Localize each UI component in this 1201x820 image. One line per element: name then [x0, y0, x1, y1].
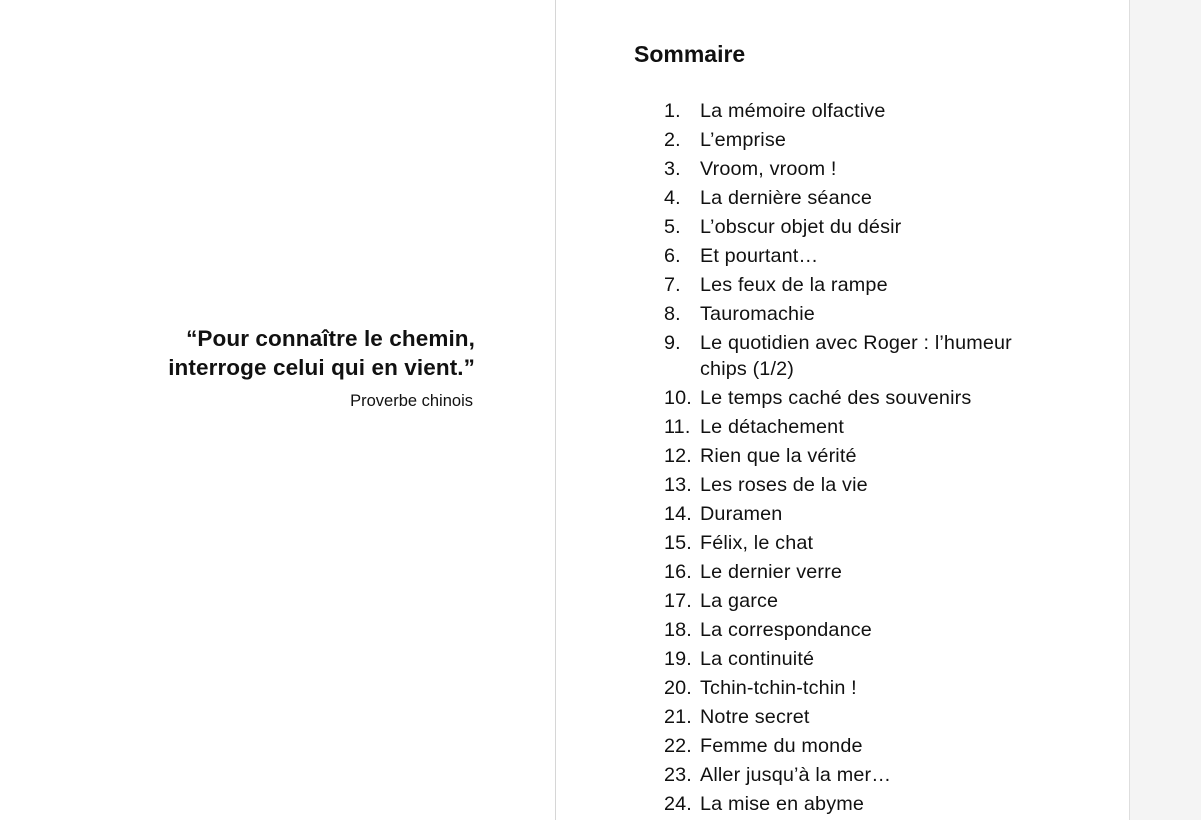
toc-item-title: L’obscur objet du désir	[700, 216, 902, 238]
toc-item-number: 7.	[664, 274, 681, 296]
toc-item-title: La mémoire olfactive	[700, 100, 886, 122]
page-left	[0, 0, 555, 820]
toc-item-title: Félix, le chat	[700, 532, 814, 554]
toc-item-number: 20.	[664, 677, 692, 699]
toc-item[interactable]	[664, 500, 1064, 529]
toc-item[interactable]	[664, 674, 1064, 703]
toc-item[interactable]	[664, 558, 1064, 587]
toc-item[interactable]	[664, 616, 1064, 645]
toc-item-title: Les roses de la vie	[700, 474, 868, 496]
toc-item[interactable]	[664, 732, 1064, 761]
toc-item[interactable]	[664, 126, 1064, 155]
toc-item[interactable]	[664, 271, 1064, 300]
toc-item-title: Femme du monde	[700, 735, 863, 757]
toc-item-title: Duramen	[700, 503, 783, 525]
toc-item-title: Le temps caché des souvenirs	[700, 387, 972, 409]
toc-item[interactable]	[664, 471, 1064, 500]
toc-item-title: Les feux de la rampe	[700, 274, 888, 296]
toc-item-title: Le détachement	[700, 416, 844, 438]
toc-item-number: 14.	[664, 503, 692, 525]
toc-item-number: 16.	[664, 561, 692, 583]
toc-item-title: La continuité	[700, 648, 815, 670]
epigraph-quote: “Pour connaître le chemin, interroge celui qui en vient.”	[168, 326, 475, 380]
toc-item-number: 1.	[664, 100, 681, 122]
toc-item-number: 11.	[664, 416, 691, 438]
page-right	[556, 0, 1129, 820]
toc-item-number: 5.	[664, 216, 681, 238]
toc-item[interactable]	[664, 529, 1064, 558]
toc-item-title: Tauromachie	[700, 303, 815, 325]
toc-item[interactable]	[664, 184, 1064, 213]
toc-item-title: Notre secret	[700, 706, 810, 728]
toc-item-number: 4.	[664, 187, 681, 209]
toc-item[interactable]	[664, 703, 1064, 732]
toc-item[interactable]	[664, 97, 1064, 126]
side-gutter	[1129, 0, 1201, 820]
toc-list	[664, 97, 1064, 819]
toc-item-title: Et pourtant…	[700, 245, 819, 267]
toc-item[interactable]	[664, 645, 1064, 674]
toc-item[interactable]	[664, 413, 1064, 442]
toc-item[interactable]	[664, 761, 1064, 790]
toc-item-title: La correspondance	[700, 619, 872, 641]
toc-item[interactable]	[664, 242, 1064, 271]
toc-item[interactable]	[664, 300, 1064, 329]
toc-item[interactable]	[664, 790, 1064, 819]
toc-item-title: Rien que la vérité	[700, 445, 857, 467]
toc-item-title: Vroom, vroom !	[700, 158, 837, 180]
toc-item-number: 17.	[664, 590, 692, 612]
toc-item-number: 24.	[664, 793, 692, 815]
toc-item-title: L’emprise	[700, 129, 787, 151]
toc-item-number: 21.	[664, 706, 692, 728]
toc-item[interactable]	[664, 384, 1064, 413]
toc-item[interactable]	[664, 329, 1064, 384]
toc-item-number: 23.	[664, 764, 692, 786]
toc-item-number: 15.	[664, 532, 692, 554]
epigraph	[55, 324, 475, 412]
toc-item-number: 18.	[664, 619, 692, 641]
toc-item[interactable]	[664, 155, 1064, 184]
toc-item-title: La mise en abyme	[700, 793, 865, 815]
toc-item-number: 9.	[664, 332, 681, 354]
toc-item-title: Le quotidien avec Roger : l’humeur chips (1/2)	[700, 332, 1012, 380]
toc-title: Sommaire	[634, 41, 746, 67]
toc-item-number: 12.	[664, 445, 692, 467]
toc-item-title: Aller jusqu’à la mer…	[700, 764, 892, 786]
toc-item-number: 8.	[664, 303, 681, 325]
toc-item-title: Le dernier verre	[700, 561, 843, 583]
toc-item-title: La garce	[700, 590, 779, 612]
toc-item[interactable]	[664, 442, 1064, 471]
toc-item[interactable]	[664, 213, 1064, 242]
toc-item-number: 22.	[664, 735, 692, 757]
toc-item-number: 3.	[664, 158, 681, 180]
toc-item-number: 2.	[664, 129, 681, 151]
toc-item-number: 13.	[664, 474, 692, 496]
toc-item-number: 10.	[664, 387, 692, 409]
toc-item[interactable]	[664, 587, 1064, 616]
toc-item-title: Tchin-tchin-tchin !	[700, 677, 857, 699]
toc-item-number: 19.	[664, 648, 692, 670]
toc-item-number: 6.	[664, 245, 681, 267]
epigraph-attribution: Proverbe chinois	[350, 392, 473, 410]
toc-item-title: La dernière séance	[700, 187, 873, 209]
